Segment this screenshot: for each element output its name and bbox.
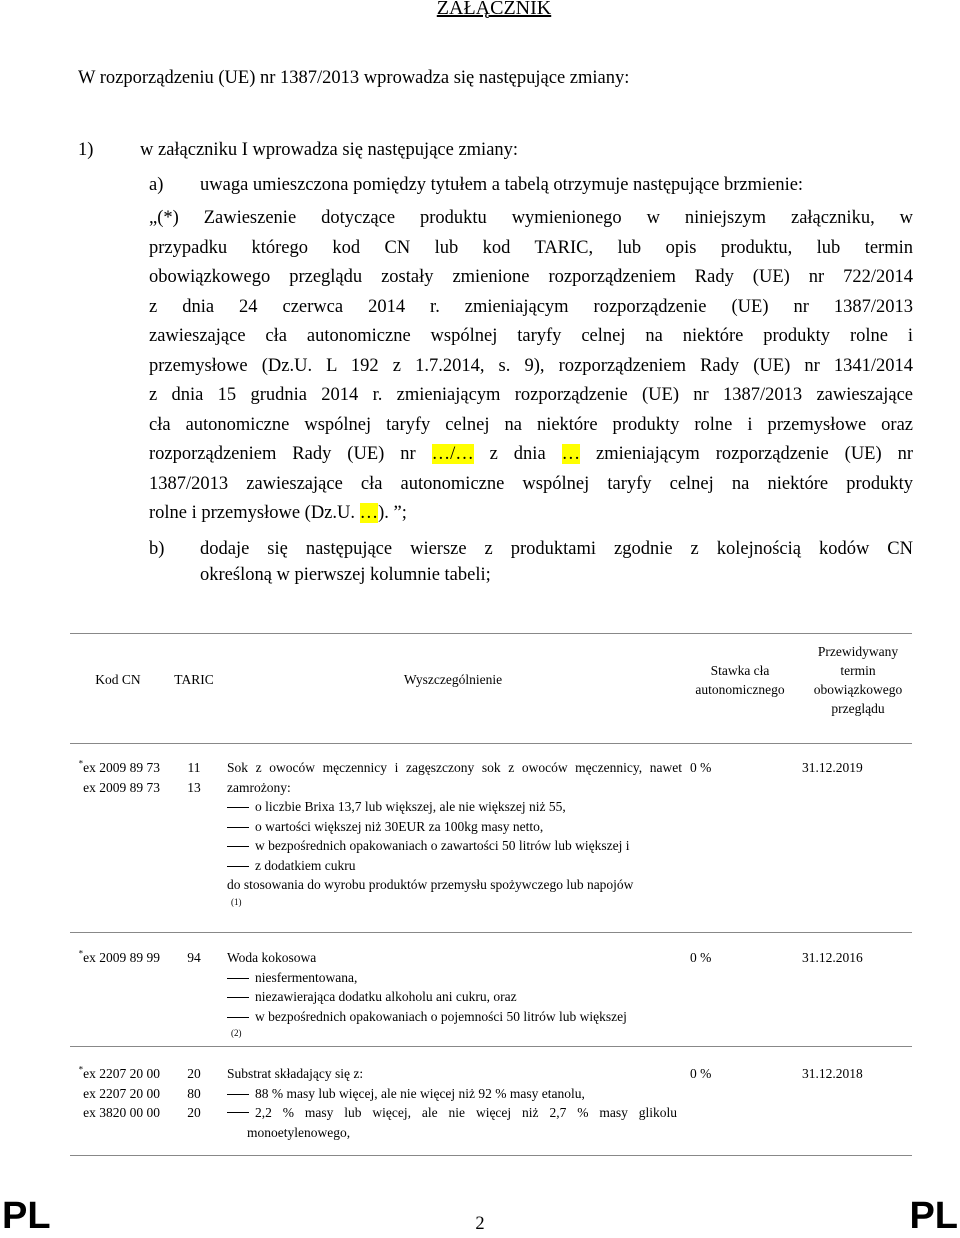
header-description: Wyszczególnienie bbox=[403, 672, 503, 687]
cn-code-text: ex 2009 89 99 bbox=[83, 950, 160, 965]
quote-line: z dnia 24 czerwca 2014 r. zmieniającym rozporządzenie (UE) nr 1387/2013 bbox=[149, 296, 913, 317]
table-row-3-rate: 0 % bbox=[690, 1066, 712, 1081]
dash-mark bbox=[227, 1017, 249, 1018]
cn-code: ex 2009 89 73 bbox=[83, 779, 160, 795]
dash-text: 2,2 % masy lub więcej, ale nie więcej niż 2,7 % masy glikolu bbox=[255, 1105, 677, 1120]
dash-text: o wartości większej niż 30EUR za 100kg masy netto, bbox=[255, 818, 544, 834]
list-item-1 bbox=[78, 140, 518, 161]
dash-mark bbox=[227, 866, 249, 867]
quote-line: obowiązkowego przeglądu zostały zmienione rozporządzeniem Rady (UE) nr 722/2014 bbox=[149, 267, 913, 287]
quote-line: cła autonomiczne wspólnej taryfy celnej na niektóre produkty rolne i przemysłowe oraz bbox=[149, 414, 913, 435]
header-date-line: przeglądu bbox=[831, 701, 885, 716]
taric-code: 11 bbox=[187, 760, 201, 775]
table-row-1-date: 31.12.2019 bbox=[802, 760, 863, 775]
star-marker: * bbox=[78, 1064, 84, 1075]
table-header-rule bbox=[70, 743, 912, 744]
table-row-3-description bbox=[227, 1064, 677, 1142]
cn-code bbox=[70, 948, 160, 968]
table-row-2-date: 31.12.2016 bbox=[802, 950, 863, 965]
quote-line: przypadku którego kod CN lub kod TARIC, lub opis produktu, lub termin bbox=[149, 237, 913, 258]
table-row-1-taric bbox=[166, 758, 222, 797]
desc-dash-item bbox=[227, 987, 682, 1007]
desc-text: Woda kokosowa bbox=[227, 950, 317, 965]
footnote-ref: (1) bbox=[231, 896, 242, 907]
dash-text: w bezpośrednich opakowaniach o zawartości 50 litrów lub większej i bbox=[255, 838, 630, 853]
table-row-2-taric: 94 bbox=[187, 950, 201, 965]
header-kod-cn: Kod CN bbox=[95, 672, 141, 687]
header-review-date bbox=[796, 642, 920, 718]
quote-line: z dnia 15 grudnia 2014 r. zmieniającym rozporządzenie (UE) nr 1387/2013 zawieszające bbox=[149, 385, 913, 405]
header-date-line: termin bbox=[840, 663, 876, 678]
sub-item-a-text: uwaga umieszczona pomiędzy tytułem a tabelą otrzymuje następujące brzmienie: bbox=[200, 175, 804, 195]
cn-code bbox=[70, 758, 160, 778]
quote-line: „(*) Zawieszenie dotyczące produktu wymienionego w niniejszym załączniku, w bbox=[149, 208, 913, 228]
table-row-1-cn bbox=[70, 758, 166, 797]
quote-line: przemysłowe (Dz.U. L 192 z 1.7.2014, s. 9), rozporządzeniem Rady (UE) nr 1341/2014 bbox=[149, 355, 913, 376]
desc-dash-item bbox=[227, 1007, 682, 1027]
table-row-2-description bbox=[227, 948, 682, 1040]
table-row-rule bbox=[70, 932, 912, 933]
sub-item-a-label: a) bbox=[149, 175, 164, 195]
dash-mark bbox=[227, 807, 249, 808]
table-row-2-cn bbox=[70, 948, 166, 968]
dash-text-continued: monoetylenowego, bbox=[247, 1124, 351, 1140]
table-bottom-rule bbox=[70, 1155, 912, 1156]
table-row-2-rate: 0 % bbox=[690, 950, 712, 965]
intro-paragraph: W rozporządzeniu (UE) nr 1387/2013 wprowadza się następujące zmiany: bbox=[78, 68, 630, 88]
header-date-line: Przewidywany bbox=[817, 644, 899, 659]
taric-code: 20 bbox=[187, 1066, 201, 1081]
dash-mark bbox=[227, 997, 249, 998]
desc-dash-item bbox=[227, 968, 682, 988]
dash-text: niezawierająca dodatku alkoholu ani cukru, oraz bbox=[255, 989, 517, 1004]
desc-dash-item bbox=[227, 1084, 677, 1104]
quote-line bbox=[149, 440, 913, 470]
quote-text: rolne i przemysłowe (Dz.U. bbox=[149, 503, 360, 523]
desc-text: zamrożony: bbox=[227, 779, 291, 795]
cn-code: ex 2207 20 00 bbox=[83, 1085, 160, 1101]
dash-text: w bezpośrednich opakowaniach o pojemności 50 litrów lub większej bbox=[255, 1008, 627, 1024]
quote-line bbox=[149, 499, 913, 529]
desc-text: Substrat składający się z: bbox=[227, 1066, 364, 1081]
table-row-1-rate: 0 % bbox=[690, 760, 712, 775]
desc-dash-item bbox=[227, 817, 682, 837]
quote-line: zawieszające cła autonomiczne wspólnej taryfy celnej na niektóre produkty rolne i bbox=[149, 326, 913, 346]
highlight-placeholder: …/… bbox=[431, 444, 474, 464]
dash-mark bbox=[227, 978, 249, 979]
sub-item-b-line: dodaje się następujące wiersze z produktami zgodnie z kolejnością kodów CN bbox=[200, 539, 913, 559]
dash-text: niesfermentowana, bbox=[255, 969, 358, 985]
desc-dash-item bbox=[227, 856, 682, 876]
highlight-placeholder: … bbox=[359, 503, 379, 523]
desc-text: do stosowania do wyrobu produktów przemysłu spożywczego lub napojów bbox=[227, 877, 634, 892]
header-date-line: obowiązkowego bbox=[813, 682, 903, 697]
dash-mark bbox=[227, 1094, 249, 1095]
table-row-3-cn bbox=[70, 1064, 166, 1123]
cn-code bbox=[70, 1064, 160, 1084]
dash-mark bbox=[227, 1112, 249, 1113]
cn-code-text: ex 2207 20 00 bbox=[83, 1066, 160, 1081]
desc-text: Sok z owoców męczennicy i zagęszczony sok z owoców męczennicy, nawet bbox=[227, 760, 682, 775]
table-row-3-taric bbox=[166, 1064, 222, 1123]
table-row-3-date: 31.12.2018 bbox=[802, 1066, 863, 1081]
quote-text: ). ”; bbox=[378, 503, 407, 523]
star-marker: * bbox=[78, 758, 84, 769]
footer-language-left: PL bbox=[2, 1195, 51, 1237]
amended-note-quote bbox=[149, 204, 913, 529]
quote-text: z dnia bbox=[473, 444, 562, 464]
document-title: ZAŁĄCZNIK bbox=[436, 0, 552, 19]
taric-code: 80 bbox=[187, 1085, 201, 1101]
dash-mark bbox=[227, 827, 249, 828]
sub-item-b-line: określoną w pierwszej kolumnie tabeli; bbox=[200, 565, 491, 585]
header-rate bbox=[684, 661, 796, 699]
sub-item-b-label: b) bbox=[149, 539, 165, 559]
footer-language-right: PL bbox=[909, 1195, 958, 1237]
quote-line: 1387/2013 zawieszające cła autonomiczne wspólnej taryfy celnej na niektóre produkty bbox=[149, 473, 913, 494]
table-top-rule bbox=[70, 633, 912, 634]
dash-text: z dodatkiem cukru bbox=[255, 857, 356, 873]
footnote-ref: (2) bbox=[231, 1028, 242, 1038]
page-number: 2 bbox=[475, 1214, 485, 1234]
star-marker: * bbox=[78, 948, 84, 959]
taric-code: 20 bbox=[187, 1105, 201, 1120]
table-row-rule bbox=[70, 1046, 912, 1047]
quote-text: rozporządzeniem Rady (UE) nr bbox=[149, 444, 432, 464]
quote-text: zmieniającym rozporządzenie (UE) nr bbox=[580, 444, 913, 464]
header-rate-line: Stawka cła bbox=[710, 663, 770, 678]
desc-dash-item bbox=[227, 797, 682, 817]
table-row-1-description bbox=[227, 758, 682, 909]
sub-item-a bbox=[149, 175, 803, 196]
header-taric: TARIC bbox=[174, 672, 214, 687]
list-item-1-text: w załączniku I wprowadza się następujące zmiany: bbox=[140, 140, 519, 160]
desc-dash-item bbox=[227, 836, 682, 856]
taric-code: 13 bbox=[187, 779, 201, 795]
dash-text: o liczbie Brixa 13,7 lub większej, ale nie większej niż 55, bbox=[255, 799, 566, 814]
header-rate-line: autonomicznego bbox=[695, 682, 785, 697]
highlight-placeholder: … bbox=[561, 444, 581, 464]
list-item-1-number: 1) bbox=[78, 140, 94, 160]
cn-code: ex 3820 00 00 bbox=[83, 1105, 160, 1120]
dash-text: 88 % masy lub więcej, ale nie więcej niż 92 % masy etanolu, bbox=[255, 1085, 585, 1101]
desc-dash-item bbox=[227, 1103, 677, 1123]
dash-mark bbox=[227, 846, 249, 847]
cn-code-text: ex 2009 89 73 bbox=[83, 760, 160, 775]
